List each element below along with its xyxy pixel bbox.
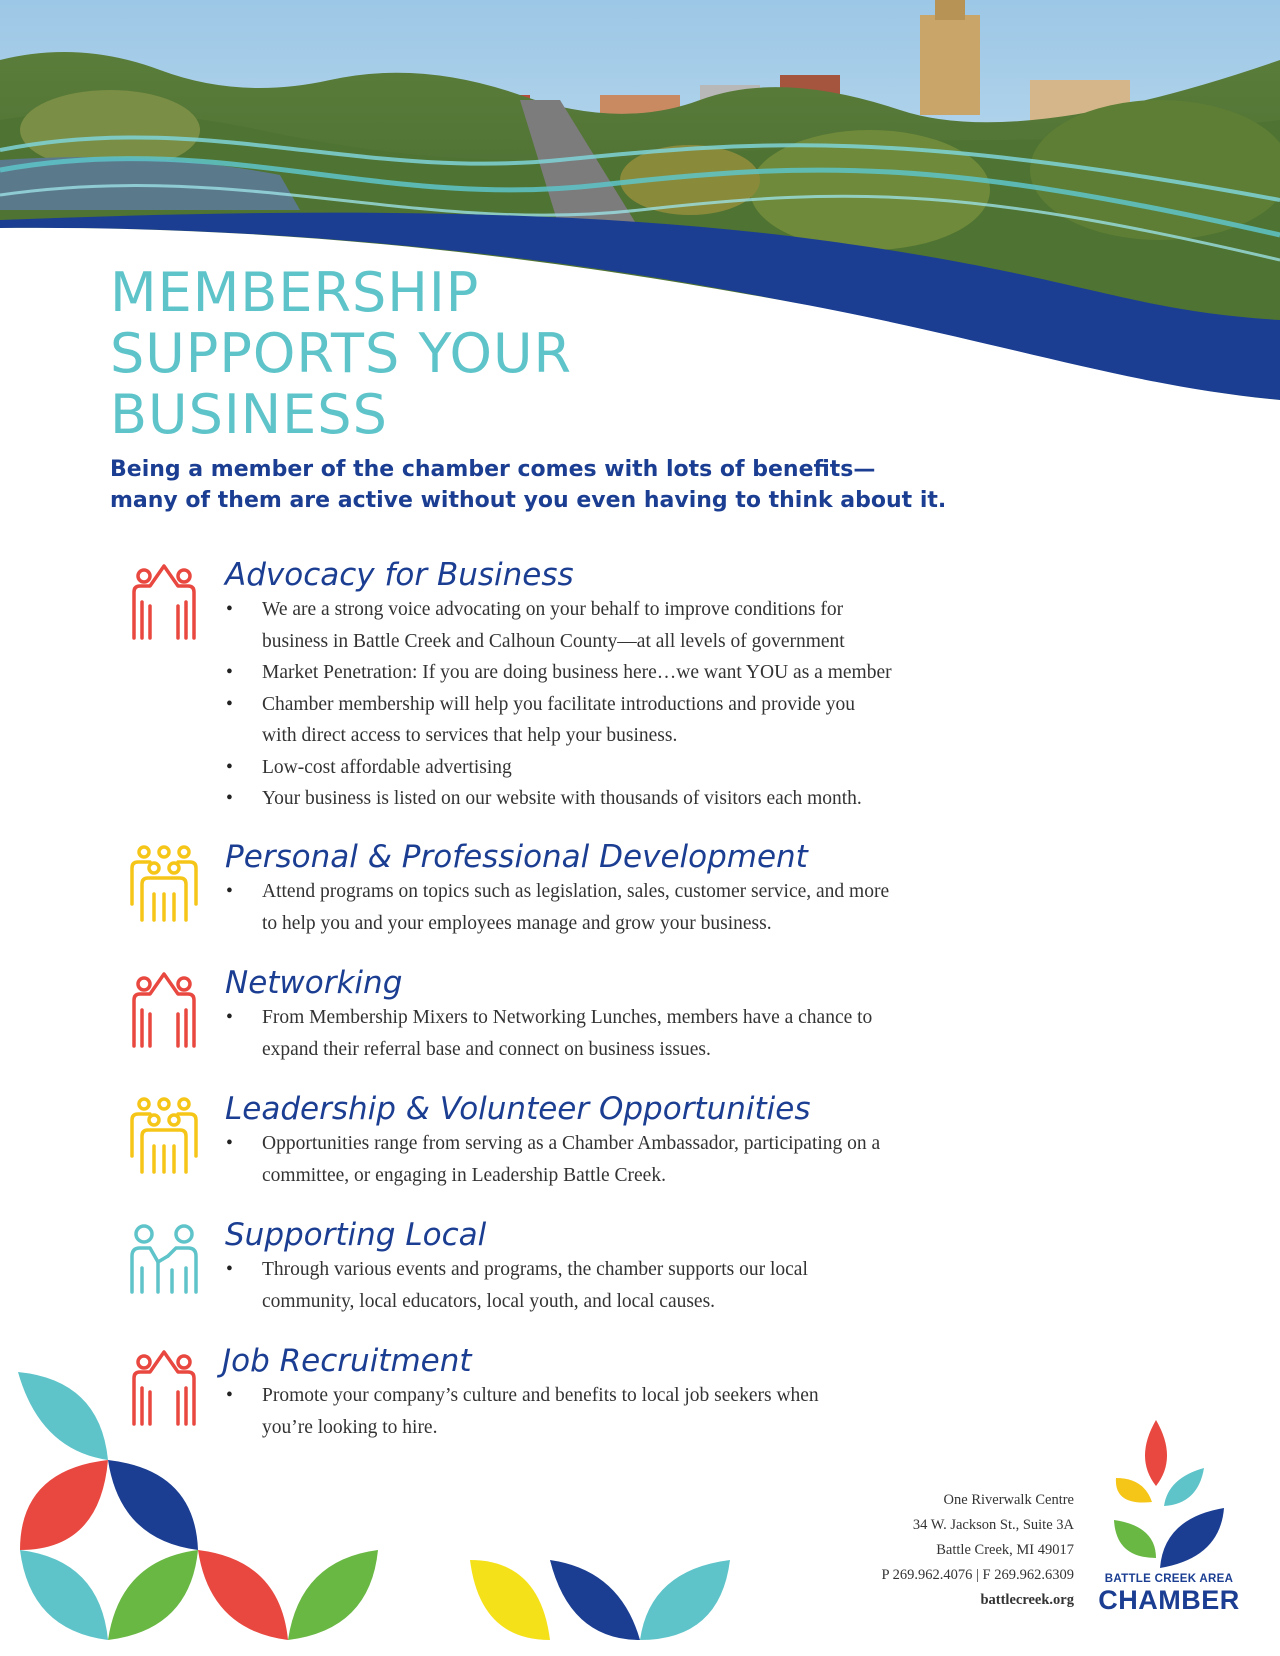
section-heading: Advocacy for Business xyxy=(225,557,574,593)
list-item: • Opportunities range from serving as a Chamber Ambassador, participating on a committee, or engaging in Leadership Battle Creek. xyxy=(262,1128,1024,1191)
section-heading: Personal & Professional Development xyxy=(225,839,808,875)
bullet-list xyxy=(124,876,1024,939)
website-link[interactable]: battlecreek.org xyxy=(980,1592,1074,1608)
section-leadership xyxy=(124,1090,1024,1191)
bullet-list xyxy=(124,1380,1024,1443)
intro-text xyxy=(110,454,946,516)
address-line: Battle Creek, MI 49017 xyxy=(936,1542,1074,1558)
list-item: • Through various events and programs, the chamber supports our local community, local educators, local youth, and local causes. xyxy=(262,1254,1024,1317)
bullet-list xyxy=(124,1254,1024,1317)
list-item: • We are a strong voice advocating on your behalf to improve conditions for business in Battle Creek and Calhoun County—at all levels of government xyxy=(262,594,1024,657)
logo-text-line1: BATTLE CREEK AREA xyxy=(1104,1573,1234,1585)
bullet-list xyxy=(124,1128,1024,1191)
page-title-line: MEMBERSHIP xyxy=(110,261,480,324)
page-title-line: BUSINESS xyxy=(110,383,388,446)
page-title-line: SUPPORTS YOUR xyxy=(110,322,573,385)
section-supporting-local xyxy=(124,1216,1024,1317)
bullet-list xyxy=(124,1002,1024,1065)
group-icon xyxy=(128,844,200,922)
intro-line: many of them are active without you even having to think about it. xyxy=(110,488,947,513)
section-job-recruitment xyxy=(124,1342,1024,1443)
section-advocacy xyxy=(124,556,1024,815)
intro-line: Being a member of the chamber comes with lots of benefits— xyxy=(110,457,876,482)
section-development xyxy=(124,838,1024,939)
list-item: • Attend programs on topics such as legislation, sales, customer service, and more to help you and your employees manage and grow your business. xyxy=(262,876,1024,939)
section-networking xyxy=(124,964,1024,1065)
bullet-list xyxy=(124,594,1024,815)
high-five-icon xyxy=(128,562,200,640)
list-item: • Chamber membership will help you facilitate introductions and provide you with direct access to services that help your business. xyxy=(262,689,1024,752)
section-heading: Leadership & Volunteer Opportunities xyxy=(225,1091,811,1127)
high-five-icon xyxy=(128,1348,200,1426)
group-icon xyxy=(128,1096,200,1174)
page-title xyxy=(110,262,572,445)
handshake-icon xyxy=(128,1222,200,1300)
list-item: • From Membership Mixers to Networking Lunches, members have a chance to expand their referral base and connect on business issues. xyxy=(262,1002,1024,1065)
logo-text-line2: CHAMBER xyxy=(1098,1585,1240,1615)
section-heading: Job Recruitment xyxy=(222,1343,472,1379)
list-item: • Market Penetration: If you are doing business here…we want YOU as a member xyxy=(262,657,1024,689)
list-item: • Promote your company’s culture and benefits to local job seekers when you’re looking to hire. xyxy=(262,1380,1024,1443)
address-line: 34 W. Jackson St., Suite 3A xyxy=(912,1517,1074,1533)
list-item: • Low-cost affordable advertising xyxy=(262,752,1024,784)
address-line: One Riverwalk Centre xyxy=(943,1492,1074,1508)
high-five-icon xyxy=(128,970,200,1048)
phone-fax: P 269.962.4076 | F 269.962.6309 xyxy=(881,1567,1074,1583)
section-heading: Supporting Local xyxy=(225,1217,487,1253)
section-heading: Networking xyxy=(225,965,403,1001)
contact-address xyxy=(882,1488,1075,1613)
list-item: • Your business is listed on our website with thousands of visitors each month. xyxy=(262,783,1024,815)
